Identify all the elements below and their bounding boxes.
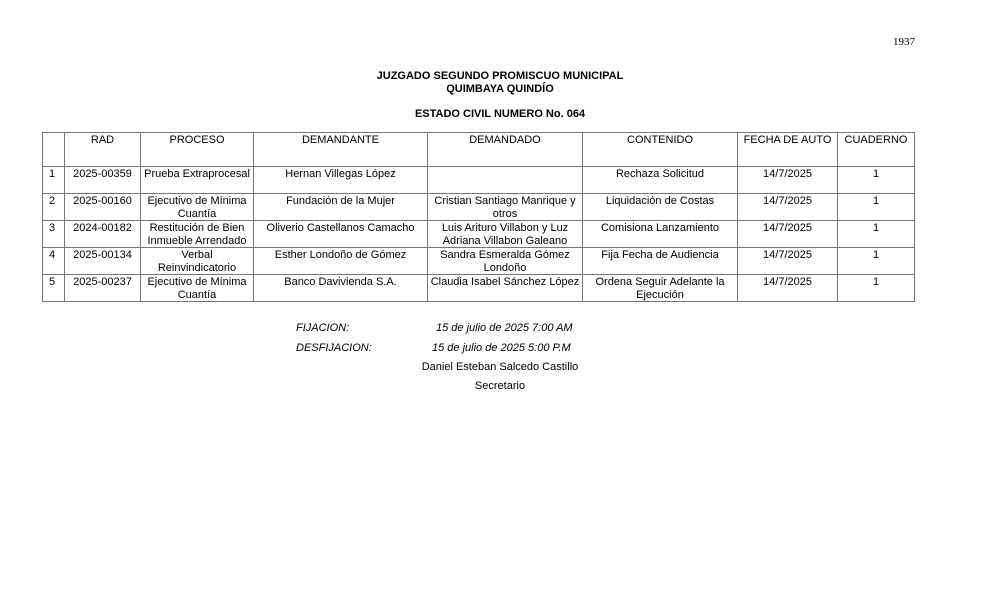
page-number: 1937 xyxy=(893,36,915,48)
signatory-role: Secretario xyxy=(474,380,526,392)
cell-rad: 2025-00237 xyxy=(65,275,141,302)
cell-proceso: Restitución de Bien Inmueble Arrendado xyxy=(141,221,254,248)
cell-contenido: Ordena Seguir Adelante la Ejecución xyxy=(583,275,738,302)
column-header-rad: RAD xyxy=(65,133,141,167)
cell-demandante: Esther Londoño de Gómez xyxy=(254,248,428,275)
cell-cuaderno: 1 xyxy=(838,194,915,221)
cell-rad: 2025-00134 xyxy=(65,248,141,275)
cell-fecha-de-auto: 14/7/2025 xyxy=(738,194,838,221)
table-row xyxy=(43,194,915,221)
cell-contenido: Comisiona Lanzamiento xyxy=(583,221,738,248)
cell-cuaderno: 1 xyxy=(838,221,915,248)
table-row xyxy=(43,167,915,194)
desfijacion-label: DESFIJACION: xyxy=(296,342,372,354)
table-header-row xyxy=(43,133,915,167)
cell-contenido: Fija Fecha de Audiencia xyxy=(583,248,738,275)
fijacion-label: FIJACION: xyxy=(296,322,350,334)
table-row xyxy=(43,248,915,275)
cell-fecha-de-auto: 14/7/2025 xyxy=(738,167,838,194)
column-header-demandado: DEMANDADO xyxy=(428,133,583,167)
signatory-name: Daniel Esteban Salcedo Castillo xyxy=(421,361,579,373)
table-row xyxy=(43,221,915,248)
row-number: 3 xyxy=(43,221,65,248)
cell-demandante: Hernan Villegas López xyxy=(254,167,428,194)
cell-rad: 2024-00182 xyxy=(65,221,141,248)
cell-cuaderno: 1 xyxy=(838,248,915,275)
column-header-demandante: DEMANDANTE xyxy=(254,133,428,167)
column-header-proceso: PROCESO xyxy=(141,133,254,167)
court-header xyxy=(0,70,1000,96)
table-row xyxy=(43,275,915,302)
cell-cuaderno: 1 xyxy=(838,275,915,302)
cell-rad: 2025-00160 xyxy=(65,194,141,221)
court-name: JUZGADO SEGUNDO PROMISCUO MUNICIPAL xyxy=(376,70,624,82)
column-header-cuaderno: CUADERNO xyxy=(838,133,915,167)
cell-proceso: Prueba Extraprocesal xyxy=(141,167,254,194)
cell-demandado: Sandra Esmeralda Gómez Londoño xyxy=(428,248,583,275)
cell-proceso: Ejecutivo de Mínima Cuantía xyxy=(141,275,254,302)
cell-fecha-de-auto: 14/7/2025 xyxy=(738,275,838,302)
cell-demandante: Oliverio Castellanos Camacho xyxy=(254,221,428,248)
row-number: 5 xyxy=(43,275,65,302)
cell-proceso: Ejecutivo de Mínima Cuantía xyxy=(141,194,254,221)
cell-demandado: Luis Arituro Villabon y Luz Adriana Villabon Galeano xyxy=(428,221,583,248)
cell-demandante: Banco Davivienda S.A. xyxy=(254,275,428,302)
column-header-contenido: CONTENIDO xyxy=(583,133,738,167)
records-table xyxy=(42,132,915,302)
row-number: 4 xyxy=(43,248,65,275)
cell-contenido: Liquidación de Costas xyxy=(583,194,738,221)
document-title: ESTADO CIVIL NUMERO No. 064 xyxy=(414,108,586,120)
cell-fecha-de-auto: 14/7/2025 xyxy=(738,221,838,248)
cell-demandado: Claudia Isabel Sánchez López xyxy=(428,275,583,302)
cell-rad: 2025-00359 xyxy=(65,167,141,194)
cell-demandado: Cristian Santiago Manrique y otros xyxy=(428,194,583,221)
column-header-fecha-de-auto: FECHA DE AUTO xyxy=(738,133,838,167)
court-location: QUIMBAYA QUINDÍO xyxy=(446,83,554,95)
cell-proceso: Verbal Reinvindicatorio xyxy=(141,248,254,275)
cell-demandante: Fundación de la Mujer xyxy=(254,194,428,221)
desfijacion-value: 15 de julio de 2025 5:00 P.M xyxy=(432,342,571,354)
fijacion-value: 15 de julio de 2025 7:00 AM xyxy=(436,322,573,334)
cell-fecha-de-auto: 14/7/2025 xyxy=(738,248,838,275)
row-number: 1 xyxy=(43,167,65,194)
column-header xyxy=(43,133,65,167)
cell-cuaderno: 1 xyxy=(838,167,915,194)
cell-contenido: Rechaza Solicitud xyxy=(583,167,738,194)
cell-demandado xyxy=(428,167,583,194)
row-number: 2 xyxy=(43,194,65,221)
